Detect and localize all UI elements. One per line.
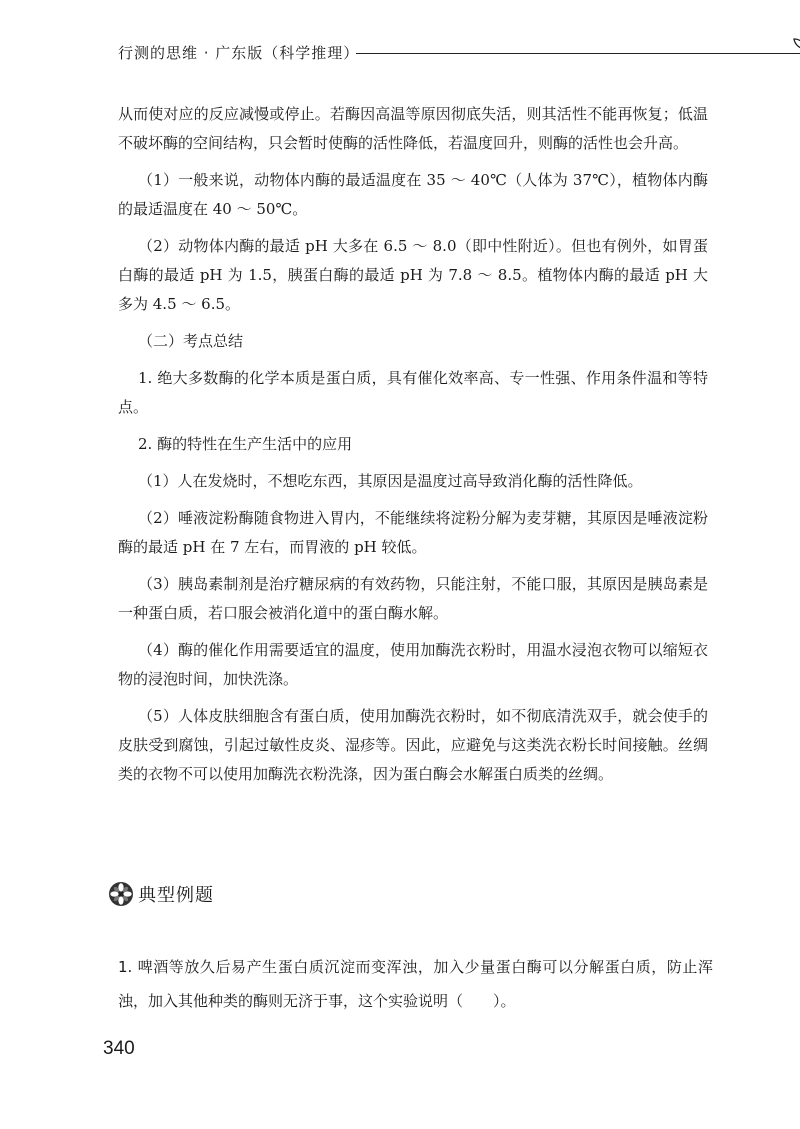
temperature-paragraph: （1）一般来说，动物体内酶的最适温度在 35 ～ 40℃（人体为 37℃），植物体内酶的最适温度在 40 ～ 50℃。 — [118, 171, 708, 218]
sprout-icon — [788, 36, 800, 66]
application-4: （4）酶的催化作用需要适宜的温度，使用加酶洗衣粉时，用温水浸泡衣物可以缩短衣物的浸泡时间，加快洗涤。 — [118, 641, 708, 688]
header-rule — [356, 53, 800, 54]
summary-point-1: 1. 绝大多数酶的化学本质是蛋白质，具有催化效率高、专一性强、作用条件温和等特点。 — [118, 369, 708, 416]
ph-paragraph: （2）动物体内酶的最适 pH 大多在 6.5 ～ 8.0（即中性附近）。但也有例外，如胃蛋白酶的最适 pH 为 1.5，胰蛋白酶的最适 pH 为 7.8 ～ 8.5。植物体内酶的最适 pH 大多为 4.5 ～ 6.5。 — [118, 237, 708, 313]
application-2: （2）唾液淀粉酶随食物进入胃内，不能继续将淀粉分解为麦芽糖，其原因是唾液淀粉酶的最适 pH 在 7 左右，而胃液的 pH 较低。 — [118, 509, 708, 556]
intro-paragraph: 从而使对应的反应减慢或停止。若酶因高温等原因彻底失活，则其活性不能再恢复；低温不破坏酶的空间结构，只会暂时使酶的活性降低，若温度回升，则酶的活性也会升高。 — [118, 105, 708, 152]
examples-label: 典型例题 — [138, 885, 214, 906]
section-heading: （二）考点总结 — [138, 332, 244, 350]
book-title: 行测的思维 · 广东版（科学推理） — [118, 44, 360, 62]
flower-icon — [108, 881, 134, 907]
summary-point-2: 2. 酶的特性在生产生活中的应用 — [138, 435, 353, 453]
examples-heading — [108, 880, 214, 908]
page-header — [118, 36, 718, 70]
application-1: （1）人在发烧时，不想吃东西，其原因是温度过高导致消化酶的活性降低。 — [138, 472, 643, 490]
application-5: （5）人体皮肤细胞含有蛋白质，使用加酶洗衣粉时，如不彻底清洗双手，就会使手的皮肤受到腐蚀，引起过敏性皮炎、湿疹等。因此，应避免与这类洗衣粉长时间接触。丝绸类的衣物不可以使用加酶洗衣粉洗涤，因为蛋白酶会水解蛋白质类的丝绸。 — [118, 707, 708, 783]
page-number: 340 — [103, 1038, 135, 1059]
main-content — [118, 100, 708, 797]
application-3: （3）胰岛素制剂是治疗糖尿病的有效药物，只能注射，不能口服，其原因是胰岛素是一种蛋白质，若口服会被消化道中的蛋白酶水解。 — [118, 575, 708, 622]
example-question-1: 1. 啤酒等放久后易产生蛋白质沉淀而变浑浊，加入少量蛋白酶可以分解蛋白质，防止浑浊，加入其他种类的酶则无济于事，这个实验说明（ ）。 — [118, 958, 713, 1010]
